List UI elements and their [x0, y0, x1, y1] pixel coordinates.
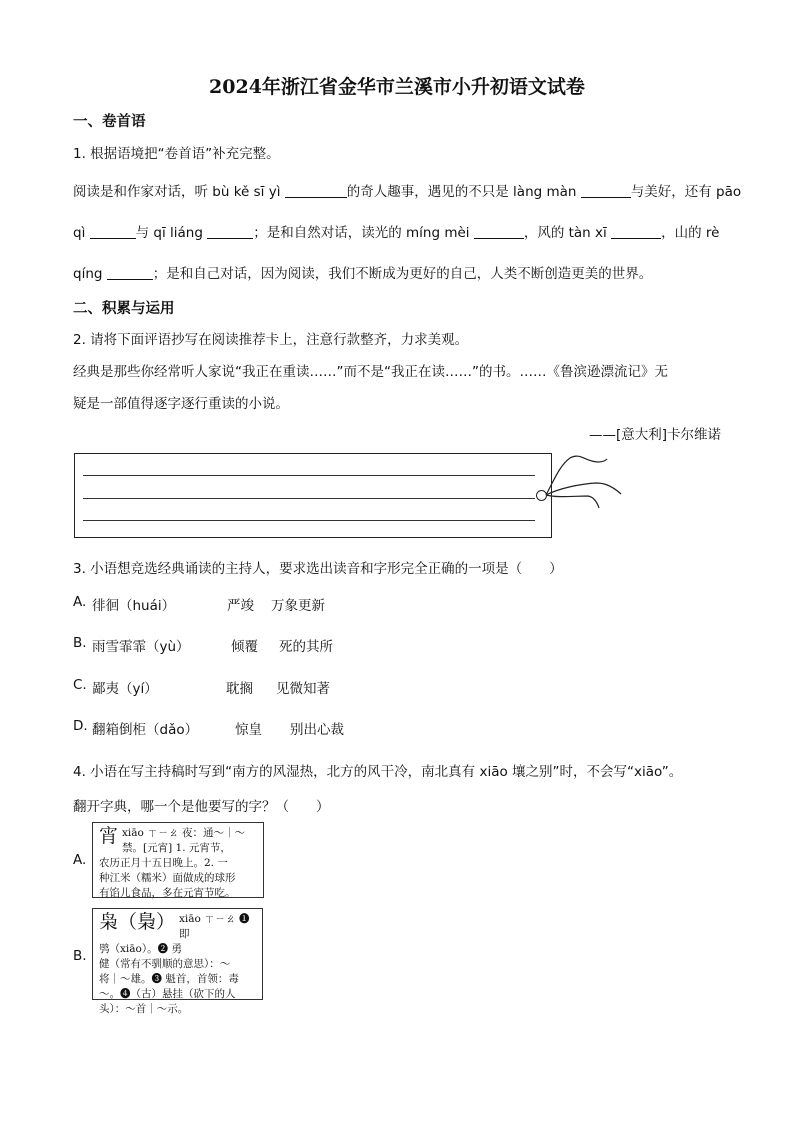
question-4-prompt-line-2: 翻开字典，哪一个是他要写的字？（ ） — [73, 799, 330, 815]
dictionary-entry-a — [92, 822, 264, 898]
entry-line: 将｜～雄。❸ 魁首，首领：毒 — [99, 973, 239, 985]
reading-card[interactable] — [74, 453, 552, 538]
entry-line: 农历正月十五日晚上。2. 一 — [99, 857, 228, 869]
entry-line: 种江米（糯米）面做成的球形 — [99, 872, 236, 884]
option-word-3: 万象更新 — [271, 598, 325, 614]
answer-blank[interactable] — [90, 224, 136, 239]
q1-text: 的奇人趣事，遇见的不只是 làng màn — [346, 184, 581, 200]
answer-blank[interactable] — [474, 224, 524, 239]
option-word-1: 鄙夷（yí） — [92, 681, 158, 697]
entry-line: 禁。[元宵] 1. 元宵节， — [122, 842, 231, 854]
question-1-line-3 — [73, 262, 652, 282]
entry-character: 枭（梟） — [99, 911, 176, 933]
question-3-prompt: 3. 小语想竞选经典诵读的主持人，要求选出读音和字形完全正确的一项是（ ） — [73, 561, 563, 577]
option-word-1: 徘徊（huái） — [92, 598, 176, 614]
card-writing-line — [83, 475, 535, 476]
question-4-prompt-line-1: 4. 小语在写主持稿时写到“南方的风湿热，北方的风干冷，南北真有 xiāo 壤之别”时，不会写“xiāo”。 — [73, 764, 683, 780]
q1-text: 与 qī liáng — [135, 225, 208, 241]
answer-blank[interactable] — [285, 183, 347, 198]
option-word-3: 见微知著 — [276, 681, 330, 697]
option-letter: D. — [73, 718, 88, 734]
entry-line: xiāo ㄒㄧㄠ ❶ 即 — [179, 913, 250, 940]
q1-text: ，山的 rè — [661, 225, 720, 241]
q1-text: ；是和自己对话，因为阅读，我们不断成为更好的自己，人类不断创造更美的世界。 — [152, 266, 653, 282]
option-letter: C. — [73, 677, 87, 693]
option-word-2: 倾覆 — [231, 639, 258, 655]
option-letter: B. — [73, 948, 87, 964]
entry-line: 头）：～首｜～示。 — [99, 1003, 189, 1015]
option-letter: A. — [73, 852, 87, 868]
entry-line: 有馅儿食品，多在元宵节吃。 — [99, 887, 236, 899]
answer-blank[interactable] — [207, 224, 253, 239]
quote-attribution: ——[意大利]卡尔维诺 — [588, 427, 721, 443]
q1-text: ；是和自然对话，读光的 míng mèi — [253, 225, 474, 241]
page-title: 2024年浙江省金华市兰溪市小升初语文试卷 — [209, 76, 585, 98]
answer-blank[interactable] — [581, 183, 631, 198]
option-word-2: 耽搁 — [226, 681, 253, 697]
section-heading-2: 二、积累与运用 — [73, 300, 175, 317]
question-1-line-1 — [73, 180, 741, 200]
question-2-prompt: 2. 请将下面评语抄写在阅读推荐卡上，注意行款整齐，力求美观。 — [73, 332, 469, 348]
q1-text: 与美好，还有 pāo — [630, 184, 742, 200]
card-string-icon — [540, 440, 630, 515]
option-letter: A. — [73, 594, 87, 610]
quote-line-2: 疑是一部值得逐字逐行重读的小说。 — [73, 396, 289, 412]
q1-text: qíng — [73, 266, 107, 282]
card-writing-line — [83, 498, 535, 499]
card-writing-line — [83, 520, 535, 521]
answer-blank[interactable] — [107, 265, 153, 280]
option-word-1: 翻箱倒柜（dǎo） — [92, 722, 199, 738]
entry-line: 鸮（xiāo）。❷ 勇 — [99, 943, 182, 955]
question-1-prompt: 1. 根据语境把“卷首语”补充完整。 — [73, 146, 280, 162]
option-word-2: 严竣 — [227, 598, 254, 614]
option-word-3: 别出心裁 — [290, 722, 344, 738]
entry-line: ～。❹（古）悬挂（砍下的人 — [99, 988, 236, 1000]
option-word-3: 死的其所 — [279, 639, 333, 655]
entry-character: 宵 — [99, 825, 119, 847]
answer-blank[interactable] — [611, 224, 661, 239]
q1-text: qì — [73, 225, 90, 241]
dictionary-entry-b — [92, 908, 263, 1015]
entry-line: 健（常有不驯顺的意思）：～ — [99, 958, 231, 970]
option-word-1: 雨雪霏霏（yù） — [92, 639, 190, 655]
q1-text: 阅读是和作家对话，听 bù kě sī yì — [73, 184, 285, 200]
option-letter: B. — [73, 635, 87, 651]
q1-text: ，风的 tàn xī — [523, 225, 612, 241]
section-heading-1: 一、卷首语 — [73, 113, 146, 130]
quote-line-1: 经典是那些你经常听人家说“我正在重读……”而不是“我正在读……”的书。……《鲁滨逊漂流记》无 — [73, 364, 668, 380]
option-word-2: 惊皇 — [235, 722, 262, 738]
question-1-line-2 — [73, 221, 719, 241]
entry-line: xiāo ㄒㄧㄠ 夜：通～｜～ — [122, 827, 246, 839]
